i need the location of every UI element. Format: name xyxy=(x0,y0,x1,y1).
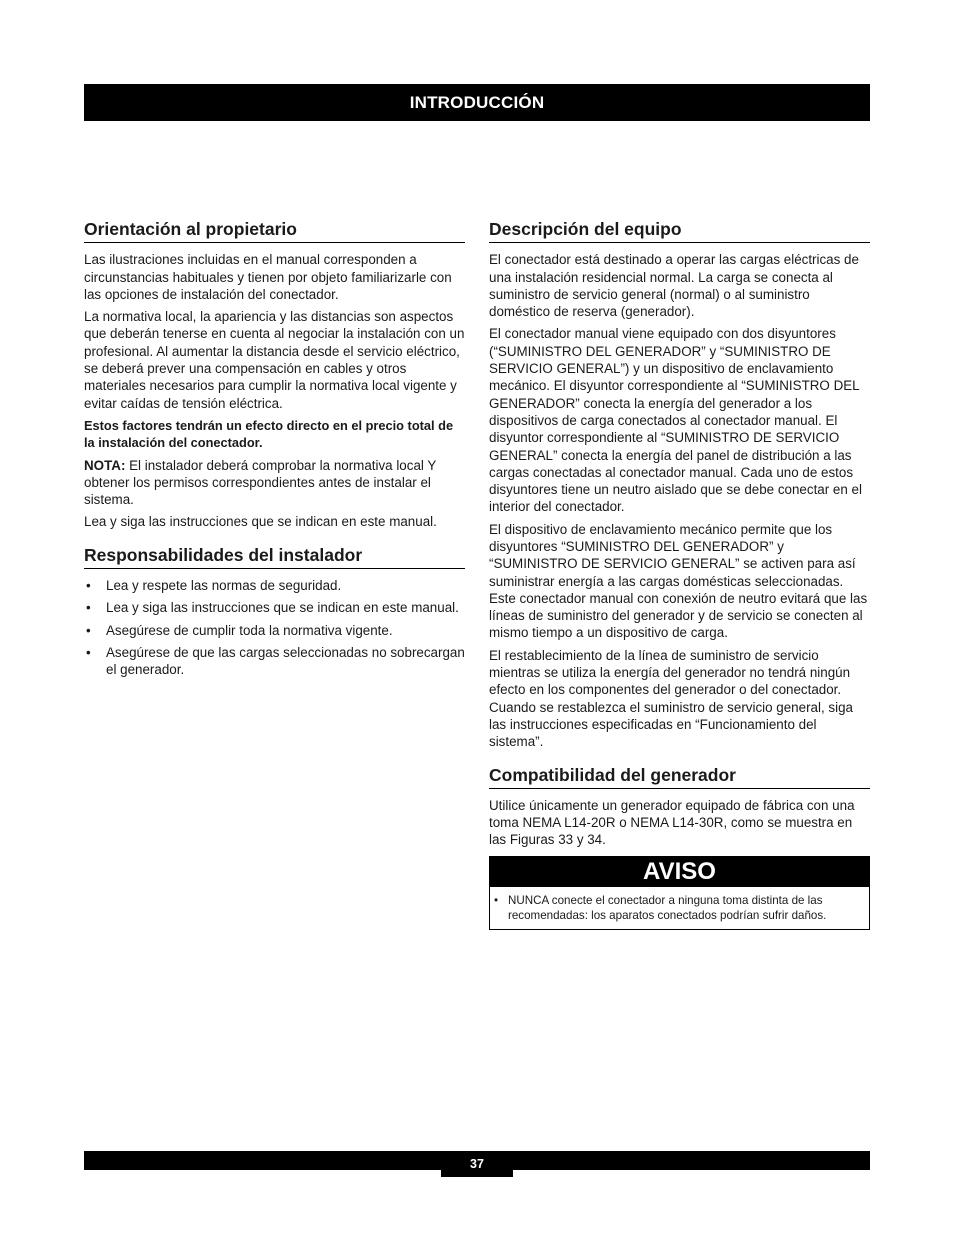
equipment-description-heading: Descripción del equipo xyxy=(489,220,870,243)
equipment-paragraph-4: El restablecimiento de la línea de suministro de servicio mientras se utiliza la energía del generador no tendrá ningún efecto en los componentes del generador o del conectador. Cuando se restablezca el suministro de servicio general, siga las instrucciones especificadas en “Funcionamiento del sistema”. xyxy=(489,647,853,750)
owner-price-note: Estos factores tendrán un efecto directo en el precio total de la instalación del conectador. xyxy=(84,417,454,451)
aviso-body xyxy=(490,887,869,930)
section-header-bar xyxy=(84,84,870,121)
compatibility-paragraph: Utilice únicamente un generador equipado de fábrica con una toma NEMA L14-20R o NEMA L14-30R, como se muestra en las Figuras 33 y 34. xyxy=(489,797,855,848)
installer-bullet-list xyxy=(84,577,465,678)
nota-text: El instalador deberá comprobar la normativa local Y obtener los permisos correspondientes antes de instalar el sistema. xyxy=(84,457,437,508)
equipment-paragraph-3: El dispositivo de enclavamiento mecánico permite que los disyuntores “SUMINISTRO DEL GENERADOR” y “SUMINISTRO DE SERVICIO GENERAL” se activen para así suministrar energía a las cargas domésticas seleccionadas. Este conectador manual con conexión de neutro evitará que las líneas de suministro del generador y de servicio se conecten al mismo tiempo a un dispositivo de carga. xyxy=(489,521,868,641)
right-column xyxy=(489,220,870,930)
aviso-item: • NUNCA conecte el conectador a ninguna toma distinta de las recomendadas: los aparatos conectados podrían sufrir daños. xyxy=(494,893,861,924)
list-item: • Asegúrese de que las cargas seleccionadas no sobrecargan el generador. xyxy=(84,644,465,679)
equipment-paragraph-2: El conectador manual viene equipado con dos disyuntores (“SUMINISTRO DEL GENERADOR” y “SUMINISTRO DE SERVICIO GENERAL”) y un dispositivo de enclavamiento mecánico. El disyuntor correspondiente al “SUMINISTRO DEL GENERADOR” conecta la energía del generador a los dispositivos de carga conectados al conectador manual. El disyuntor correspondiente al “SUMINISTRO DE SERVICIO GENERAL” conecta la energía del panel de distribución a las cargas conectadas al conectador manual. Cada uno de estos disyuntores tiene un neutro aislado que se debe conectar en el interior del conectador. xyxy=(489,326,862,515)
owner-nota-paragraph xyxy=(84,457,465,509)
nota-label: NOTA: xyxy=(84,457,126,473)
owner-paragraph-5: Lea y siga las instrucciones que se indican en este manual. xyxy=(84,514,437,530)
installer-responsibilities-heading: Responsabilidades del instalador xyxy=(84,546,465,569)
left-column xyxy=(84,220,465,683)
generator-compatibility-heading: Compatibilidad del generador xyxy=(489,766,870,789)
list-item: • Lea y respete las normas de seguridad. xyxy=(84,577,465,594)
section-title: INTRODUCCIÓN xyxy=(409,92,545,112)
owner-paragraph-2: La normativa local, la apariencia y las distancias son aspectos que deberán tenerse en cuenta al negociar la instalación con un profesional. Al aumentar la distancia desde el servicio eléctrico, se deberá prever una compensación en cables y otros materiales necesarios para cumplir la normativa local vigente y evitar caídas de tensión eléctrica. xyxy=(84,309,465,411)
equipment-paragraph-1: El conectador está destinado a operar las cargas eléctricas de una instalación residencial normal. La carga se conecta al suministro de servicio general (normal) o al suministro doméstico de reserva (generador). xyxy=(489,252,859,320)
owner-orientation-section xyxy=(84,220,465,531)
owner-orientation-heading: Orientación al propietario xyxy=(84,220,465,243)
list-item: • Lea y siga las instrucciones que se indican en este manual. xyxy=(84,599,465,616)
aviso-notice-box xyxy=(489,856,870,931)
aviso-title: AVISO xyxy=(490,857,869,887)
installer-responsibilities-section xyxy=(84,546,465,679)
list-item: • Asegúrese de cumplir toda la normativa vigente. xyxy=(84,622,465,639)
owner-paragraph-1: Las ilustraciones incluidas en el manual corresponden a circunstancias habituales y tienen por objeto familiarizarle con las opciones de instalación del conectador. xyxy=(84,252,452,302)
generator-compatibility-section xyxy=(489,766,870,849)
page-number: 37 xyxy=(470,1157,484,1171)
equipment-description-section xyxy=(489,220,870,751)
page-number-tab xyxy=(441,1151,513,1177)
